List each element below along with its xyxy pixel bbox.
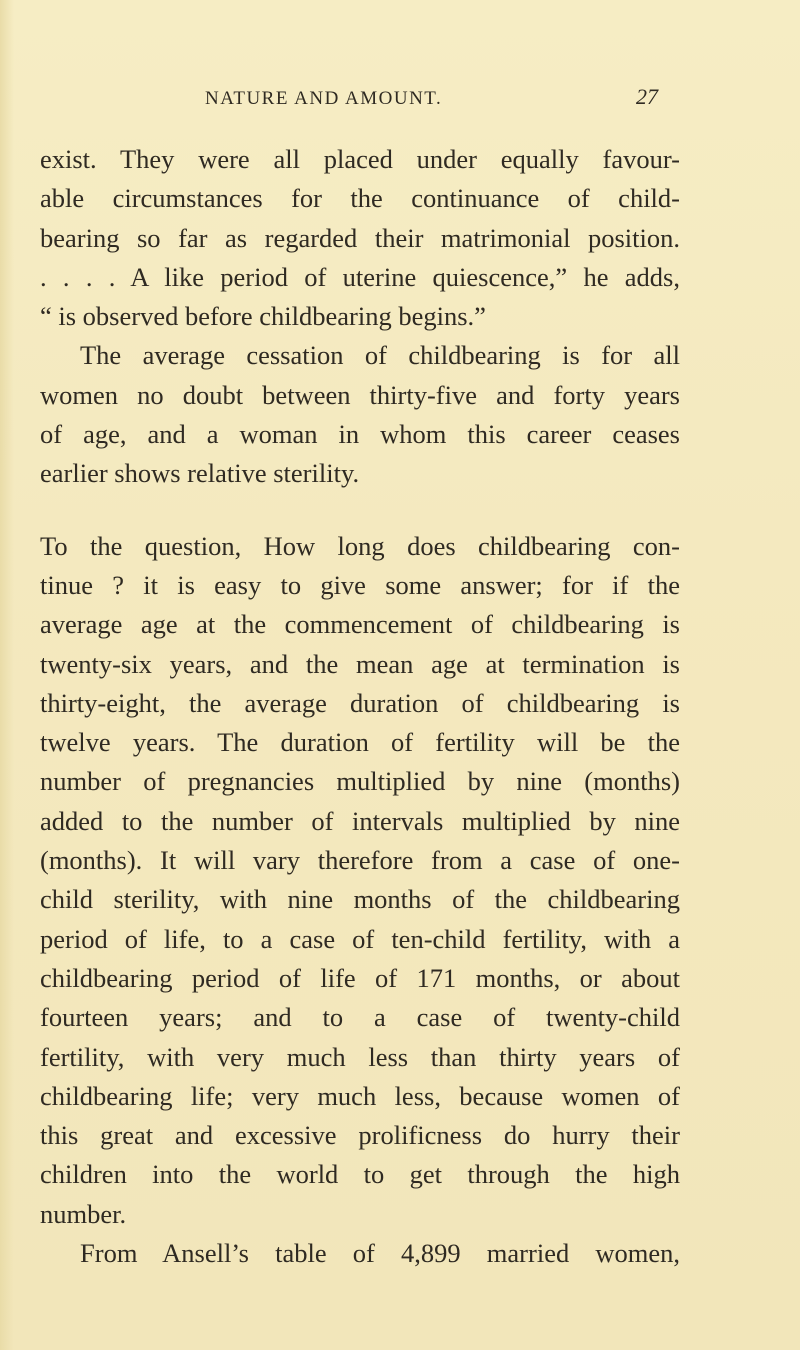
- text-line: “ is observed before childbearing begins.”: [40, 301, 486, 332]
- paragraph-gap: [40, 494, 680, 527]
- text-line: childbearing period of life of 171 months, or about: [40, 962, 680, 993]
- text-line: bearing so far as regarded their matrimonial position.: [40, 222, 680, 253]
- text-line: children into the world to get through the high: [40, 1159, 680, 1190]
- text-line: child sterility, with nine months of the childbearing: [40, 884, 680, 915]
- text-line: period of life, to a case of ten-child fertility, with a: [40, 923, 680, 954]
- text-line: From Ansell’s table of 4,899 married women,: [80, 1238, 680, 1269]
- text-line: added to the number of intervals multiplied by nine: [40, 805, 680, 836]
- page-number: 27: [636, 84, 658, 109]
- body-text: [40, 140, 680, 1273]
- text-line: twenty-six years, and the mean age at termination is: [40, 648, 680, 679]
- page-edge-shadow: [0, 0, 14, 1350]
- text-line: tinue ? it is easy to give some answer; for if the: [40, 569, 680, 600]
- text-line: number.: [40, 1198, 127, 1229]
- text-line: exist. They were all placed under equally favour-: [40, 144, 680, 174]
- text-line: of age, and a woman in whom this career ceases: [40, 419, 680, 450]
- text-line: this great and excessive prolificness do hurry their: [40, 1120, 680, 1151]
- text-line: average age at the commencement of childbearing is: [40, 609, 680, 640]
- text-line: childbearing life; very much less, because women of: [40, 1080, 680, 1111]
- text-line: twelve years. The duration of fertility will be the: [40, 727, 680, 758]
- text-line: . . . . A like period of uterine quiescence,” he adds,: [40, 261, 680, 292]
- text-line: The average cessation of childbearing is for all: [80, 340, 680, 371]
- text-line: able circumstances for the continuance of child-: [40, 183, 680, 214]
- text-line: (months). It will vary therefore from a case of one-: [40, 845, 680, 876]
- text-line: fertility, with very much less than thirty years of: [40, 1041, 680, 1072]
- text-line: number of pregnancies multiplied by nine (months): [40, 766, 680, 797]
- running-title: NATURE AND AMOUNT.: [205, 88, 443, 109]
- text-line: fourteen years; and to a case of twenty-child: [40, 1002, 680, 1033]
- text-line: earlier shows relative sterility.: [40, 458, 360, 489]
- text-line: To the question, How long does childbearing con-: [40, 530, 680, 561]
- text-line: women no doubt between thirty-five and forty years: [40, 379, 680, 410]
- text-line: thirty-eight, the average duration of childbearing is: [40, 687, 680, 718]
